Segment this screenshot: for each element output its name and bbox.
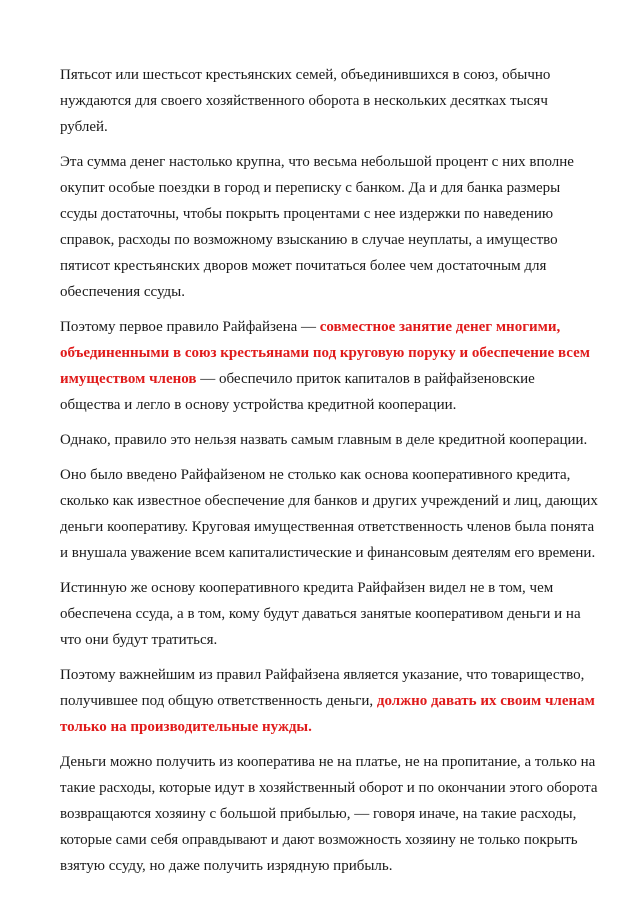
paragraph-3-text-start: Поэтому первое правило Райфайзена — [60,319,320,335]
paragraph-4-text: Однако, правило это нельзя назвать самым главным в деле кредитной кооперации. [60,432,588,448]
paragraph-8-text: Деньги можно получить из кооператива не на платье, не на пропитание, а только на такие расходы, которые идут в хозяйственный оборот и по окончании этого оборота возвращаются хозяину с большой прибылью, — говоря иначе, на такие расходы, которые сами себя оправдывают и дают возможность хозяину не только покрыть взятую ссуду, но даже получить изрядную прибыль. [60,754,598,874]
paragraph-3-highlight: совместное занятие денег многими, объединенными в союз крестьянами под круговую поруку и обеспечение всем имуществом членов [60,319,590,387]
paragraph-8 [60,749,598,879]
paragraph-7 [60,662,598,740]
paragraph-3-text-end: — обеспечило приток капиталов в райфайзеновские общества и легло в основу устройства кредитной кооперации. [60,371,535,413]
paragraph-7-highlight: должно давать их своим членам только на производительные нужды. [60,693,595,735]
paragraph-1 [60,62,598,140]
paragraph-2 [60,149,598,305]
paragraph-2-text: Эта сумма денег настолько крупна, что весьма небольшой процент с них вполне окупит особые поездки в город и переписку с банком. Да и для банка размеры ссуды достаточны, чтобы покрыть процентами с нее издержки по наведению справок, расходы по возможному взысканию в случае неуплаты, а имущество пятисот крестьянских дворов может почитаться более чем достаточным для обеспечения ссуды. [60,154,574,300]
paragraph-4 [60,427,598,453]
paragraph-5 [60,462,598,566]
paragraph-3 [60,314,598,418]
paragraph-6-text: Истинную же основу кооперативного кредита Райфайзен видел не в том, чем обеспечена ссуда, а в том, кому будут даваться занятые кооперативом деньги и на что они будут тратиться. [60,580,581,648]
paragraph-1-text: Пятьсот или шестьсот крестьянских семей, объединившихся в союз, обычно нуждаются для своего хозяйственного оборота в нескольких десятках тысяч рублей. [60,67,551,135]
paragraph-7-text-start: Поэтому важнейшим из правил Райфайзена является указание, что товарищество, получившее под общую ответственность деньги, [60,667,585,709]
paragraph-6 [60,575,598,653]
paragraph-5-text: Оно было введено Райфайзеном не столько как основа кооперативного кредита, сколько как известное обеспечение для банков и других учреждений и лиц, дающих деньги кооперативу. Круговая имущественная ответственность членов была понята и внушала уважение всем капиталистические и финансовым деятелям его времени. [60,467,598,561]
